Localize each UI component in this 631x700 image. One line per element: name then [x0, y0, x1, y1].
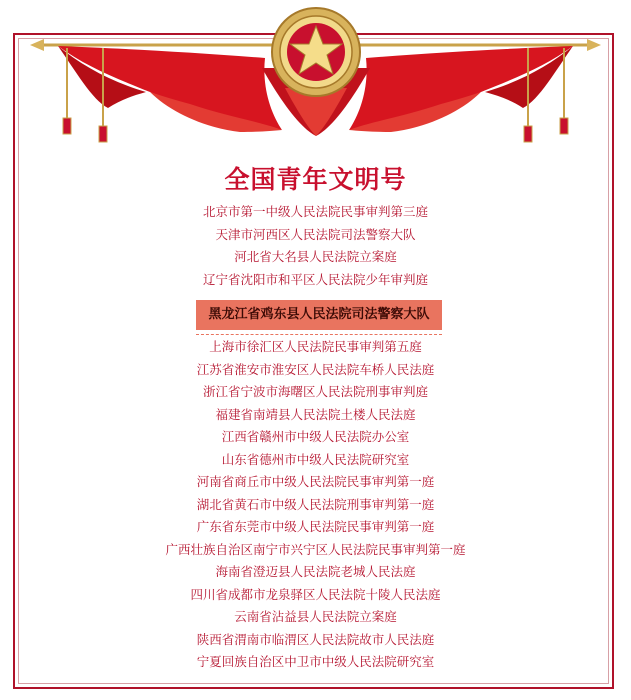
curtain-decoration	[0, 0, 631, 160]
list-item: 宁夏回族自治区中卫市中级人民法院研究室	[196, 654, 435, 669]
list-item: 浙江省宁波市海曙区人民法院刑事审判庭	[202, 384, 428, 399]
list-item: 陕西省渭南市临渭区人民法院故市人民法庭	[196, 631, 435, 647]
list-item: 海南省澄迈县人民法院老城人民法庭	[215, 564, 416, 579]
list-item: 四川省成都市龙泉驿区人民法院十陵人民法庭	[190, 586, 441, 602]
dashed-divider	[196, 334, 442, 335]
award-list-top	[0, 201, 631, 291]
list-item: 云南省沾益县人民法院立案庭	[234, 609, 397, 624]
list-item: 山东省德州市中级人民法院研究室	[221, 451, 410, 467]
list-item: 河北省大名县人民法院立案庭	[234, 249, 397, 264]
list-item: 湖北省黄石市中级人民法院刑事审判第一庭	[196, 496, 435, 512]
award-list-bottom	[0, 336, 631, 674]
list-item: 广东省东莞市中级人民法院民事审判第一庭	[196, 519, 435, 534]
list-item: 天津市河西区人民法院司法警察大队	[215, 226, 416, 242]
list-item: 江西省赣州市中级人民法院办公室	[221, 429, 410, 444]
list-item: 辽宁省沈阳市和平区人民法院少年审判庭	[202, 271, 428, 287]
list-item: 上海市徐汇区人民法院民事审判第五庭	[209, 339, 422, 354]
list-item: 河南省商丘市中级人民法院民事审判第一庭	[196, 474, 435, 489]
page-title: 全国青年文明号	[224, 165, 407, 194]
highlighted-item: 黑龙江省鸡东县人民法院司法警察大队	[196, 300, 442, 330]
list-item: 广西壮族自治区南宁市兴宁区人民法院民事审判第一庭	[165, 541, 466, 557]
list-item: 江苏省淮安市淮安区人民法院车桥人民法庭	[196, 361, 435, 377]
star-emblem-icon	[272, 8, 360, 96]
list-item: 北京市第一中级人民法院民事审判第三庭	[202, 204, 428, 219]
list-item: 福建省南靖县人民法院土楼人民法庭	[215, 406, 416, 422]
